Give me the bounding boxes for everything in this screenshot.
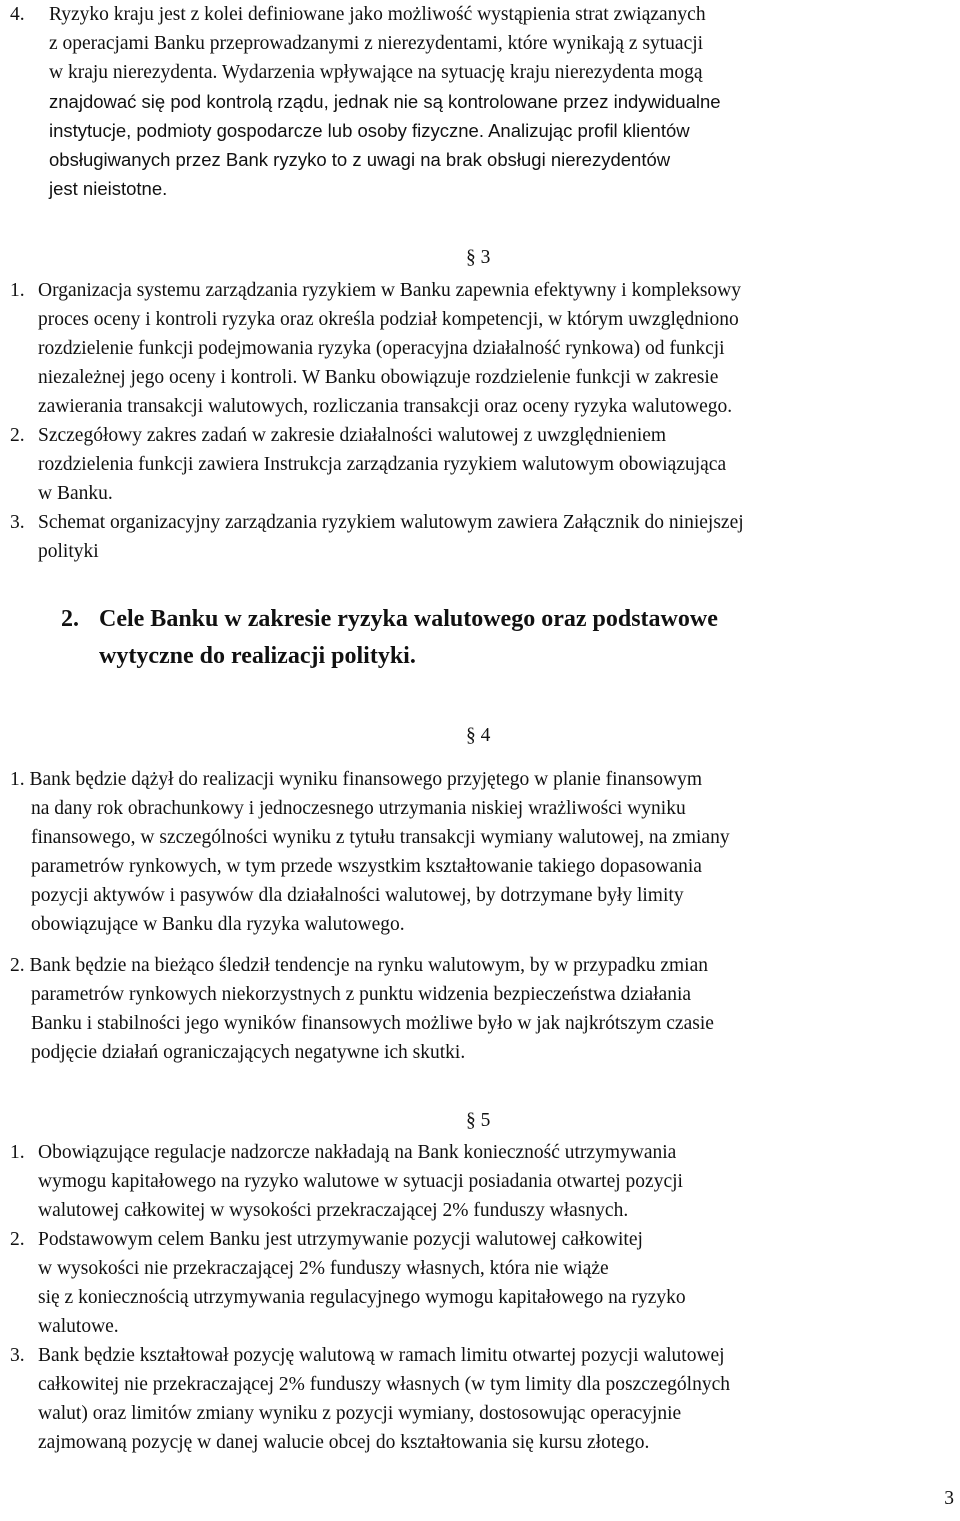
item-number: 1. bbox=[10, 1142, 25, 1163]
text-line: Bank będzie na bieżąco śledził tendencje na rynku walutowym, by w przypadku zmian bbox=[29, 955, 708, 976]
list-item bbox=[10, 1138, 955, 1225]
text-line: z operacjami Banku przeprowadzanymi z nierezydentami, które wynikają z sytuacji bbox=[49, 33, 704, 54]
heading-line: wytyczne do realizacji polityki. bbox=[99, 643, 416, 669]
list-item bbox=[10, 508, 955, 566]
heading-line: Cele Banku w zakresie ryzyka walutowego oraz podstawowe bbox=[99, 606, 718, 632]
section-3-list bbox=[10, 276, 955, 566]
page-number: 3 bbox=[944, 1488, 954, 1509]
section-mark-3: § 3 bbox=[466, 247, 491, 268]
section-mark-5: § 5 bbox=[466, 1110, 491, 1131]
text-line: znajdować się pod kontrolą rządu, jednak nie są kontrolowane przez indywidualne bbox=[49, 91, 721, 112]
text-line: niezależnej jego oceny i kontroli. W Banku obowiązuje rozdzielenie funkcji w zakresie bbox=[38, 367, 719, 388]
text-line: parametrów rynkowych niekorzystnych z punktu widzenia bezpieczeństwa działania bbox=[31, 984, 692, 1005]
section-4-list bbox=[10, 765, 955, 1067]
item-4 bbox=[10, 0, 950, 203]
text-line: na dany rok obrachunkowy i jednoczesnego utrzymania niskiej wrażliwości wyniku bbox=[31, 798, 686, 819]
item-number: 3. bbox=[10, 512, 25, 533]
item-number: 2. bbox=[10, 425, 25, 446]
text-line: Obowiązujące regulacje nadzorcze nakładają na Bank konieczność utrzymywania bbox=[38, 1142, 677, 1163]
text-line: podjęcie działań ograniczających negatywne ich skutki. bbox=[31, 1042, 466, 1063]
list-item bbox=[10, 765, 955, 939]
text-line: jest nieistotne. bbox=[49, 178, 168, 199]
text-line: Ryzyko kraju jest z kolei definiowane jako możliwość wystąpienia strat związanych bbox=[49, 4, 706, 25]
text-line: instytucje, podmioty gospodarcze lub osoby fizyczne. Analizując profil klientów bbox=[49, 120, 690, 141]
heading-number: 2. bbox=[61, 606, 79, 632]
item-number: 1. bbox=[10, 769, 25, 790]
text-line: parametrów rynkowych, w tym przede wszystkim kształtowanie takiego dopasowania bbox=[31, 856, 702, 877]
text-line: Bank będzie dążył do realizacji wyniku finansowego przyjętego w planie finansowym bbox=[29, 769, 703, 790]
text-line: Banku i stabilności jego wyników finansowych możliwe było w jak najkrótszym czasie bbox=[31, 1013, 714, 1034]
text-line: rozdzielenie funkcji podejmowania ryzyka (operacyjna działalność rynkowa) od funkcji bbox=[38, 338, 725, 359]
text-line: w kraju nierezydenta. Wydarzenia wpływające na sytuację kraju nierezydenta mogą bbox=[49, 62, 703, 83]
text-line: Schemat organizacyjny zarządzania ryzykiem walutowym zawiera Załącznik do niniejszej bbox=[38, 512, 744, 533]
text-line: wymogu kapitałowego na ryzyko walutowe w sytuacji posiadania otwartej pozycji bbox=[38, 1171, 683, 1192]
list-item bbox=[10, 951, 955, 1067]
list-item bbox=[10, 1341, 955, 1457]
text-line: obsługiwanych przez Bank ryzyko to z uwagi na brak obsługi nierezydentów bbox=[49, 149, 671, 170]
text-line: walutowej całkowitej w wysokości przekraczającej 2% funduszy własnych. bbox=[38, 1200, 629, 1221]
text-line: zajmowaną pozycję w danej walucie obcej do kształtowania się kursu złotego. bbox=[38, 1432, 650, 1453]
list-item bbox=[10, 421, 955, 508]
section-mark-4: § 4 bbox=[466, 725, 491, 746]
text-line: w wysokości nie przekraczającej 2% funduszy własnych, która nie wiąże bbox=[38, 1258, 609, 1279]
text-line: w Banku. bbox=[38, 483, 113, 504]
text-line: się z koniecznością utrzymywania regulacyjnego wymogu kapitałowego na ryzyko bbox=[38, 1287, 686, 1308]
text-line: walut) oraz limitów zmiany wyniku z pozycji wymiany, dostosowując operacyjnie bbox=[38, 1403, 682, 1424]
section-5-list bbox=[10, 1138, 955, 1457]
item-number: 2. bbox=[10, 1229, 25, 1250]
text-line: proces oceny i kontroli ryzyka oraz określa podział kompetencji, w którym uwzględniono bbox=[38, 309, 739, 330]
list-item bbox=[10, 276, 955, 421]
text-line: Bank będzie kształtował pozycję walutową w ramach limitu otwartej pozycji walutowej bbox=[38, 1345, 725, 1366]
text-line: Podstawowym celem Banku jest utrzymywanie pozycji walutowej całkowitej bbox=[38, 1229, 643, 1250]
section-heading bbox=[61, 601, 941, 675]
text-line: zawierania transakcji walutowych, rozliczania transakcji oraz oceny ryzyka walutowego. bbox=[38, 396, 733, 417]
text-line: całkowitej nie przekraczającej 2% funduszy własnych (w tym limity dla poszczególnych bbox=[38, 1374, 730, 1395]
text-line: walutowe. bbox=[38, 1316, 119, 1337]
item-number: 2. bbox=[10, 955, 25, 976]
text-line: rozdzielenia funkcji zawiera Instrukcja zarządzania ryzykiem walutowym obowiązująca bbox=[38, 454, 727, 475]
list-item bbox=[10, 1225, 955, 1341]
text-line: polityki bbox=[38, 541, 99, 562]
text-line: obowiązujące w Banku dla ryzyka walutowego. bbox=[31, 914, 405, 935]
text-line: finansowego, w szczególności wyniku z tytułu transakcji wymiany walutowej, na zmiany bbox=[31, 827, 730, 848]
item-number: 4. bbox=[10, 4, 25, 25]
item-number: 1. bbox=[10, 280, 25, 301]
text-line: Szczegółowy zakres zadań w zakresie działalności walutowej z uwzględnieniem bbox=[38, 425, 667, 446]
item-number: 3. bbox=[10, 1345, 25, 1366]
text-line: Organizacja systemu zarządzania ryzykiem w Banku zapewnia efektywny i kompleksowy bbox=[38, 280, 742, 301]
text-line: pozycji aktywów i pasywów dla działalności walutowej, by dotrzymane były limity bbox=[31, 885, 684, 906]
